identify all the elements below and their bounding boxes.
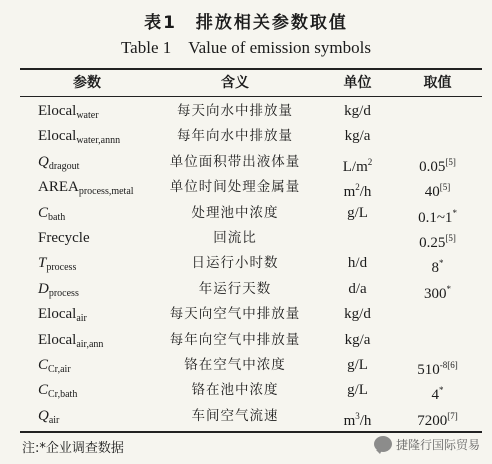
unit-exponent: 2 — [367, 156, 373, 167]
value-cell — [395, 329, 480, 353]
meaning-cell: 每年向水中排放量 — [177, 128, 293, 145]
value-cell — [395, 303, 480, 327]
table-title-en: Table 1 Value of emission symbols — [120, 38, 371, 57]
table-row — [0, 202, 492, 226]
value-cell — [395, 100, 480, 124]
value-cell — [395, 252, 480, 276]
param-cell — [24, 354, 150, 378]
unit-text: kg/a — [344, 128, 371, 145]
unit-cell — [320, 379, 395, 403]
param-cell — [24, 100, 150, 124]
unit-text: m — [343, 184, 356, 201]
meaning-cell: 日运行小时数 — [191, 255, 279, 272]
param-symbol: Q — [38, 153, 49, 170]
param-cell — [24, 176, 150, 200]
value-cell — [395, 405, 480, 429]
unit-cell — [320, 151, 395, 175]
unit-text: g/L — [347, 204, 368, 221]
param-cell — [24, 329, 150, 353]
param-symbol: Frecycle — [38, 230, 90, 246]
value-cell — [395, 125, 480, 149]
value-cell — [395, 176, 480, 200]
param-cell — [24, 379, 150, 403]
unit-text: m — [343, 412, 356, 429]
unit-cell — [320, 202, 395, 226]
param-subscript: water,annn — [76, 135, 121, 147]
param-subscript: dragout — [48, 160, 80, 172]
meaning-cell: 每天向空气中排放量 — [169, 306, 301, 323]
value-text: 7200 — [417, 412, 448, 429]
table-row — [0, 176, 492, 200]
value-reference: [5] — [445, 156, 456, 167]
table-row — [0, 405, 492, 429]
unit-cell — [320, 405, 395, 429]
table-row — [0, 379, 492, 403]
param-subscript: Cr,air — [48, 364, 71, 375]
value-text: 510 — [417, 362, 440, 378]
value-text: 40 — [424, 184, 440, 201]
param-cell — [24, 278, 150, 302]
table-row — [0, 227, 492, 251]
unit-cell — [320, 252, 395, 276]
table-note: 注:*企业调查数据 — [22, 441, 124, 456]
meaning-cell: 铬在池中浓度 — [191, 382, 279, 399]
param-symbol: C — [38, 382, 49, 399]
value-text: 0.1~1 — [418, 209, 453, 226]
meaning-cell: 处理池中浓度 — [191, 204, 279, 221]
unit-cell — [320, 303, 395, 327]
value-reference: [7] — [447, 410, 458, 421]
table-row — [0, 329, 492, 353]
table-row — [0, 354, 492, 378]
meaning-cell: 单位时间处理金属量 — [169, 179, 301, 196]
unit-text: L/m — [342, 158, 368, 175]
unit-cell — [320, 354, 395, 378]
header-unit: 单位 — [343, 75, 372, 91]
param-cell — [24, 252, 150, 276]
header-meaning: 含义 — [221, 75, 249, 91]
value-text: 0.05 — [419, 158, 446, 175]
value-cell — [395, 227, 480, 251]
unit-text: h/d — [347, 255, 368, 272]
header-value: 取值 — [423, 75, 452, 91]
header-rule — [20, 96, 482, 97]
value-cell — [395, 379, 480, 403]
meaning-cell: 铬在空气中浓度 — [184, 357, 286, 373]
unit-text: kg/a — [344, 331, 371, 348]
value-reference: * — [452, 207, 457, 218]
unit-text: g/L — [347, 357, 368, 373]
wechat-icon — [374, 436, 392, 452]
param-symbol: D — [38, 280, 49, 297]
value-text: 0.25 — [419, 235, 446, 251]
watermark — [374, 433, 480, 455]
param-subscript: process — [48, 287, 79, 299]
param-subscript: process,metal — [78, 186, 134, 198]
param-subscript: process — [46, 262, 77, 274]
param-cell — [24, 202, 150, 226]
param-symbol: T — [38, 255, 47, 272]
meaning-cell: 车间空气流速 — [191, 407, 279, 424]
unit-cell — [320, 176, 395, 200]
table-row — [0, 151, 492, 175]
value-cell — [395, 354, 480, 378]
param-symbol: C — [38, 204, 49, 221]
meaning-cell: 每天向水中排放量 — [177, 103, 293, 119]
table-row — [0, 100, 492, 124]
watermark-text: 捷隆行国际贸易 — [395, 437, 480, 452]
table-row — [0, 125, 492, 149]
param-symbol: Elocal — [38, 331, 77, 348]
unit-cell — [320, 278, 395, 302]
top-rule — [20, 68, 482, 70]
param-cell — [24, 151, 150, 175]
value-reference: * — [439, 258, 444, 269]
value-text: 4 — [431, 387, 439, 404]
unit-cell — [320, 125, 395, 149]
value-reference: * — [439, 385, 444, 396]
meaning-cell: 年运行天数 — [198, 280, 272, 297]
unit-text: d/a — [348, 280, 367, 297]
unit-tail: /h — [359, 412, 372, 429]
param-symbol: C — [38, 357, 49, 373]
unit-tail: /h — [359, 184, 372, 201]
unit-exponent: 3 — [355, 410, 360, 421]
param-symbol: Elocal — [38, 306, 77, 323]
param-cell — [24, 303, 150, 327]
value-text: 8 — [431, 260, 439, 277]
table-row — [0, 278, 492, 302]
value-reference: * — [446, 283, 451, 294]
value-cell — [395, 278, 480, 302]
unit-text: kg/d — [344, 306, 371, 323]
value-reference: -8[6] — [439, 360, 458, 370]
value-reference: [5] — [439, 182, 451, 193]
header-param: 参数 — [73, 75, 101, 91]
param-symbol: Elocal — [38, 103, 77, 119]
param-cell — [24, 125, 150, 149]
param-symbol: Q — [38, 407, 49, 424]
param-cell — [24, 405, 150, 429]
meaning-cell: 回流比 — [213, 230, 257, 246]
param-subscript: air,ann — [76, 338, 104, 350]
unit-text: kg/d — [344, 103, 371, 119]
meaning-cell: 单位面积带出液体量 — [169, 153, 301, 170]
unit-text: g/L — [347, 382, 368, 399]
table-title-cn: 表1 排放相关参数取值 — [144, 13, 348, 33]
value-reference: [5] — [445, 233, 456, 243]
table-row — [0, 303, 492, 327]
param-subscript: water — [76, 110, 99, 121]
meaning-cell: 每年向空气中排放量 — [169, 331, 301, 348]
param-subscript: bath — [48, 211, 66, 223]
value-cell — [395, 202, 480, 226]
table-row — [0, 252, 492, 276]
unit-cell — [320, 100, 395, 124]
param-symbol: AREA — [38, 179, 79, 196]
param-subscript: Cr,bath — [48, 389, 78, 401]
unit-cell — [320, 329, 395, 353]
param-symbol: Elocal — [38, 128, 77, 145]
unit-cell — [320, 227, 395, 251]
param-subscript: air — [76, 313, 87, 325]
param-subscript: air — [48, 414, 60, 426]
param-cell — [24, 227, 150, 251]
value-text: 300 — [424, 285, 447, 302]
value-cell — [395, 151, 480, 175]
unit-exponent: 2 — [355, 182, 360, 193]
